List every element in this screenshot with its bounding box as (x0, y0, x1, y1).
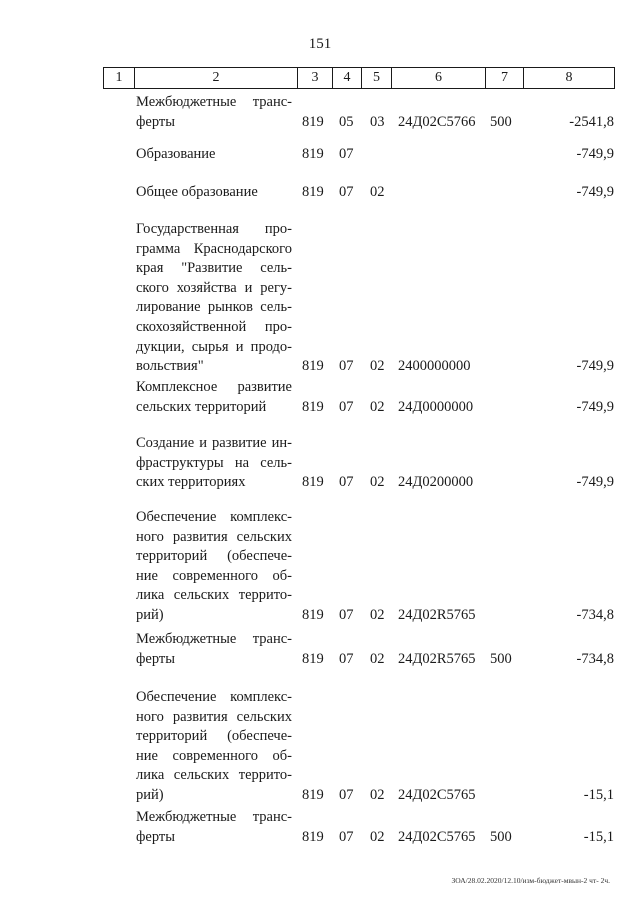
cell-c6: 24Д02С5765 (398, 787, 476, 803)
cell-c5: 02 (370, 398, 385, 415)
header-col-6: 6 (391, 68, 485, 88)
page-number: 151 (308, 36, 332, 52)
row-name-line: дукции, сырья и продо- (136, 338, 292, 355)
header-col-7: 7 (485, 68, 523, 88)
cell-c7: 500 (490, 828, 512, 845)
cell-c8: -15,1 (583, 828, 614, 845)
cell-c6: 24Д02R5765 (398, 607, 476, 623)
row-name-line: территорий (обеспече- (136, 728, 292, 745)
cell-c4: 07 (339, 398, 354, 415)
row-name (136, 145, 292, 165)
cell-c6: 24Д02R5765 (398, 650, 476, 667)
cell-c6: 24Д0000000 (398, 398, 474, 415)
cell-c3: 819 (302, 184, 324, 200)
cell-c5: 02 (370, 787, 385, 803)
row-name-line: лика сельских террито- (136, 767, 292, 784)
row-name-line: фраструктуры на сель- (136, 454, 292, 471)
cell-c4: 07 (339, 787, 354, 803)
cell-c8: -734,8 (576, 607, 614, 623)
footer-code: ЗОА/28.02.2020/12.10/изм-бюджет-мвын-2 чт- 2ч. (451, 876, 610, 885)
row-name-line: лика сельских террито- (136, 587, 292, 604)
cell-c3: 819 (302, 146, 324, 162)
cell-c3: 819 (302, 113, 324, 130)
row-name-line: ферты (136, 828, 175, 845)
row-name-line: Образование (136, 146, 216, 162)
row-name-line: Обеспечение комплекс- (136, 689, 292, 705)
cell-c8: -749,9 (576, 184, 614, 200)
table-row (0, 183, 640, 203)
row-name-line: ние современного об- (136, 747, 292, 764)
header-col-4: 4 (332, 68, 361, 88)
cell-c8: -2541,8 (569, 113, 614, 130)
header-col-5: 5 (361, 68, 391, 88)
row-name (136, 688, 292, 806)
row-name (136, 630, 292, 669)
row-name-line: лирование рынков сель- (136, 299, 292, 316)
row-name (136, 183, 292, 203)
row-name (136, 378, 292, 417)
row-name-line: Обеспечение комплекс- (136, 509, 292, 525)
row-name-line: грамма Краснодарского (136, 240, 292, 257)
row-name-line: Межбюджетные транс- (136, 631, 292, 647)
row-name-line: ского хозяйства и регу- (136, 279, 292, 296)
cell-c4: 07 (339, 184, 354, 200)
row-name-line: Межбюджетные транс- (136, 94, 292, 110)
row-name (136, 434, 292, 493)
cell-c8: -749,9 (576, 398, 614, 415)
row-name-line: Комплексное развитие (136, 379, 292, 395)
cell-c7: 500 (490, 113, 512, 130)
cell-c5: 02 (370, 650, 385, 667)
cell-c6: 24Д0200000 (398, 474, 474, 491)
cell-c3: 819 (302, 787, 324, 803)
table-row (0, 93, 640, 132)
row-name (136, 93, 292, 132)
row-name-line: ских территориях (136, 474, 246, 491)
header-col-3: 3 (297, 68, 332, 88)
cell-c4: 07 (339, 146, 354, 162)
row-name-line: скохозяйственной про- (136, 318, 292, 335)
cell-c6: 2400000000 (398, 358, 471, 375)
row-name (136, 508, 292, 626)
table-row (0, 145, 640, 165)
cell-c4: 07 (339, 358, 354, 375)
header-col-1: 1 (115, 70, 123, 85)
row-name-line: территорий (обеспече- (136, 548, 292, 565)
cell-c3: 819 (302, 650, 324, 667)
cell-c8: -749,9 (576, 358, 614, 375)
cell-c5: 02 (370, 607, 385, 623)
cell-c3: 819 (302, 607, 324, 623)
table-row (0, 808, 640, 847)
row-name-line: Государственная про- (136, 221, 292, 237)
row-name-line: сельских территорий (136, 398, 267, 415)
cell-c6: 24Д02С5766 (398, 113, 476, 130)
table-row (0, 378, 640, 417)
cell-c4: 07 (339, 650, 354, 667)
cell-c4: 07 (339, 607, 354, 623)
cell-c6: 24Д02С5765 (398, 828, 476, 845)
cell-c5: 02 (370, 474, 385, 491)
row-name-line: ного развития сельских (136, 708, 292, 725)
row-name-line: края "Развитие сель- (136, 260, 292, 277)
cell-c3: 819 (302, 474, 324, 491)
row-name (136, 808, 292, 847)
cell-c5: 02 (370, 828, 385, 845)
row-name-line: Общее образование (136, 184, 258, 200)
cell-c7: 500 (490, 650, 512, 667)
cell-c3: 819 (302, 358, 324, 375)
table-row (0, 630, 640, 669)
row-name-line: рий) (136, 786, 164, 803)
cell-c5: 03 (370, 113, 385, 130)
row-name-line: рий) (136, 606, 164, 623)
cell-c5: 02 (370, 358, 385, 375)
row-name-line: вольствия" (136, 358, 204, 375)
cell-c5: 02 (370, 184, 385, 200)
cell-c8: -734,8 (576, 650, 614, 667)
cell-c4: 05 (339, 113, 354, 130)
row-name-line: ферты (136, 113, 175, 130)
row-name-line: ферты (136, 650, 175, 667)
header-col-8: 8 (523, 68, 614, 88)
cell-c3: 819 (302, 398, 324, 415)
cell-c8: -749,9 (576, 474, 614, 491)
cell-c8: -15,1 (583, 787, 614, 803)
table-row (0, 434, 640, 493)
cell-c4: 07 (339, 474, 354, 491)
row-name-line: Межбюджетные транс- (136, 809, 292, 825)
header-col-2: 2 (134, 68, 297, 88)
cell-c4: 07 (339, 828, 354, 845)
row-name-line: ние современного об- (136, 567, 292, 584)
row-name-line: ного развития сельских (136, 528, 292, 545)
cell-c3: 819 (302, 828, 324, 845)
row-name-line: Создание и развитие ин- (136, 435, 292, 451)
table-row (0, 688, 640, 806)
table-row (0, 220, 640, 377)
table-header (103, 67, 615, 89)
cell-c8: -749,9 (576, 146, 614, 162)
row-name (136, 220, 292, 377)
table-row (0, 508, 640, 626)
